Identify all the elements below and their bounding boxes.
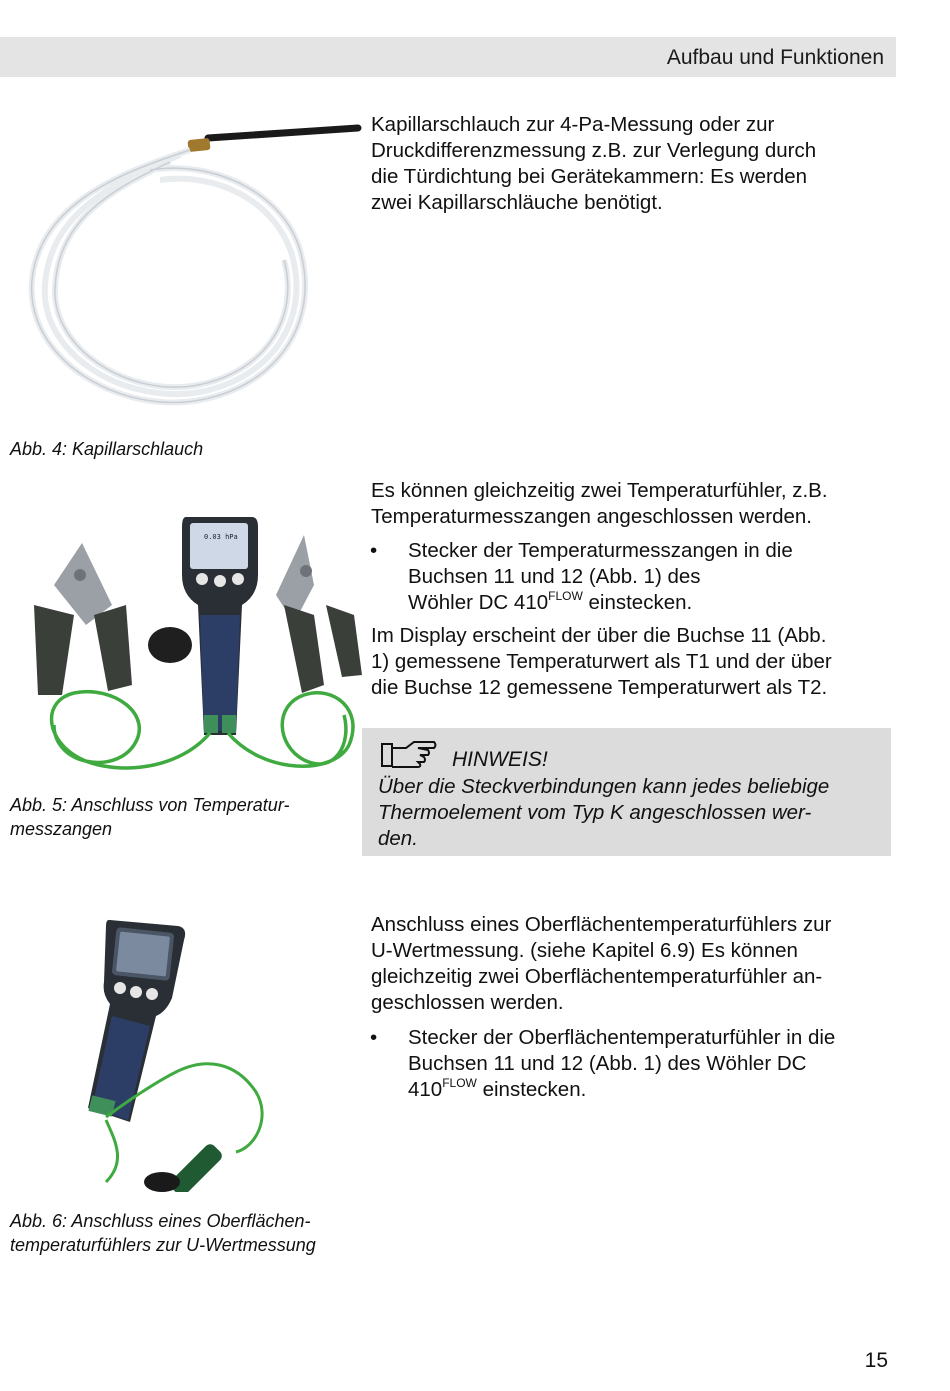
text-line: Kapillarschlauch zur 4-Pa-Messung oder zur [371,113,775,136]
pointing-hand-icon [380,740,438,775]
text-line: den. [378,827,418,850]
superscript: FLOW [548,589,583,603]
capillary-description [371,112,891,216]
surface-probe-image [66,912,272,1192]
header-title: Aufbau und Funktionen [666,46,884,69]
figure-4-caption: Abb. 4: Kapillarschlauch [10,439,204,459]
text-line: geschlossen werden. [371,991,564,1014]
text-line: Thermoelement vom Typ K angeschlossen wer- [378,801,812,824]
text-line: die Türdichtung bei Gerätekammern: Es werden [371,165,808,188]
text-line: U-Wertmessung. (siehe Kapitel 6.9) Es können [371,939,798,962]
page-number: 15 [864,1349,888,1372]
device-reading-text: 0.03 hPa [204,533,238,541]
text-line: gleichzeitig zwei Oberflächentemperaturfühler an- [371,965,823,988]
figure-5-caption [10,793,289,841]
text-line: 1) gemessene Temperaturwert als T1 und der über [371,650,832,673]
temperature-intro [371,478,891,530]
bullet-item-clamps [370,538,888,616]
text-line: Stecker der Temperaturmesszangen in die [408,539,793,562]
text-line: Anschluss eines Oberflächentemperaturfühlers zur [371,913,832,936]
text-line: Temperaturmesszangen angeschlossen werden. [371,505,813,528]
text-line: Es können gleichzeitig zwei Temperaturfühler, z.B. [371,479,828,502]
bullet-item-surface-probe [370,1025,888,1103]
running-header [0,37,896,77]
text-line: zwei Kapillarschläuche benötigt. [371,191,663,214]
text-line: Stecker der Oberflächentemperaturfühler in die [408,1026,836,1049]
display-description [371,623,891,701]
temperature-clamps-image [14,505,362,795]
caption-line: messzangen [10,819,113,839]
superscript: FLOW [442,1076,477,1090]
text-line: Im Display erscheint der über die Buchse 11 (Abb. [371,624,827,647]
capillary-hose-image [10,110,364,432]
surface-probe-description [371,912,891,1016]
text-line: $410^{FLOW}$ einstecken. [408,1076,587,1101]
text-line: die Buchse 12 gemessene Temperaturwert als T2. [371,676,828,699]
note-title: HINWEIS! [452,748,548,771]
bullet-marker: • [370,539,378,562]
text-line: Buchsen 11 und 12 (Abb. 1) des Wöhler DC [408,1052,807,1075]
text-line: Wöhler DC $410^{FLOW}$ einstecken. [408,589,693,614]
figure-6-caption [10,1209,316,1257]
text-line: Buchsen 11 und 12 (Abb. 1) des [408,565,701,588]
caption-line: Abb. 5: Anschluss von Temperatur- [10,795,290,815]
text-line: Über die Steckverbindungen kann jedes beliebige [378,775,830,798]
text-line: Druckdifferenzmessung z.B. zur Verlegung durch [371,139,817,162]
note-box [362,728,891,856]
caption-line: temperaturfühlers zur U-Wertmessung [10,1235,316,1255]
bullet-marker: • [370,1026,378,1049]
caption-line: Abb. 6: Anschluss eines Oberflächen- [10,1211,311,1231]
note-text [378,774,878,852]
